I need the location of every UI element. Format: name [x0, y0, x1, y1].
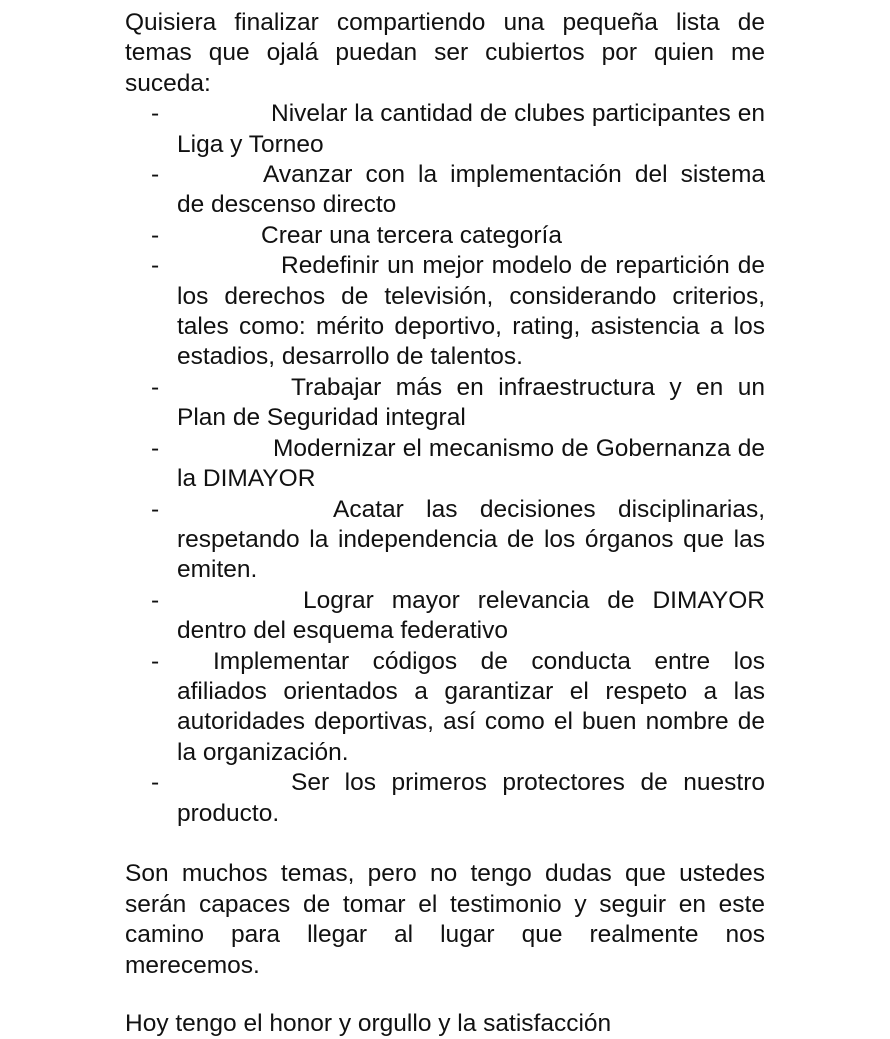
list-item [125, 495, 765, 586]
list-bullet: - [151, 495, 160, 523]
list-item [125, 768, 765, 829]
list-bullet: - [151, 221, 160, 249]
list-bullet: - [151, 100, 160, 128]
list-item-text: Ser los primeros protectores de nuestro producto. [177, 769, 765, 827]
paragraph-spacer [125, 829, 765, 859]
list-bullet: - [151, 161, 160, 189]
list-item-text: Acatar las decisiones disciplinarias, respetando la independencia de los órganos que las emiten. [177, 495, 765, 584]
list-item [125, 221, 765, 251]
list-item [125, 647, 765, 769]
list-item-text: Lograr mayor relevancia de DIMAYOR dentro del esquema federativo [177, 586, 765, 645]
list-item-text: Crear una tercera categoría [261, 221, 562, 249]
list-bullet: - [151, 586, 160, 614]
list-item [125, 99, 765, 160]
document-page [125, 8, 765, 981]
list-bullet: - [151, 373, 160, 401]
list-bullet: - [151, 769, 160, 797]
list-item-text: Redefinir un mejor modelo de repartición de los derechos de televisión, considerando criterios, tales como: mérito deportivo, rating, asistencia a los estadios, desarrollo de talentos. [177, 252, 765, 371]
list-bullet: - [151, 434, 160, 462]
list-item-text: Nivelar la cantidad de clubes participantes en Liga y Torneo [177, 100, 765, 158]
list-item [125, 251, 765, 373]
list-item [125, 373, 765, 434]
list-item [125, 586, 765, 647]
list-item-text: Modernizar el mecanismo de Gobernanza de la DIMAYOR [177, 434, 765, 493]
cutoff-text-line: Hoy tengo el honor y orgullo y la satisfacción [125, 1010, 612, 1037]
list-item-text: Implementar códigos de conducta entre los afiliados orientados a garantizar el respeto a las autoridades deportivas, así como el buen nombre de la organización. [177, 647, 765, 766]
list-bullet: - [151, 647, 160, 675]
topics-list [125, 99, 765, 829]
list-bullet: - [151, 252, 160, 280]
intro-paragraph: Quisiera finalizar compartiendo una pequeña lista de temas que ojalá puedan ser cubiertos por quien me suceda: [125, 9, 765, 97]
list-item [125, 434, 765, 495]
list-item [125, 160, 765, 221]
closing-paragraph: Son muchos temas, pero no tengo dudas que ustedes serán capaces de tomar el testimonio y seguir en este camino para llegar al lugar que realmente nos merecemos. [125, 860, 765, 979]
list-item-text: Trabajar más en infraestructura y en un Plan de Seguridad integral [177, 373, 765, 432]
list-item-text: Avanzar con la implementación del sistema de descenso directo [177, 161, 765, 219]
